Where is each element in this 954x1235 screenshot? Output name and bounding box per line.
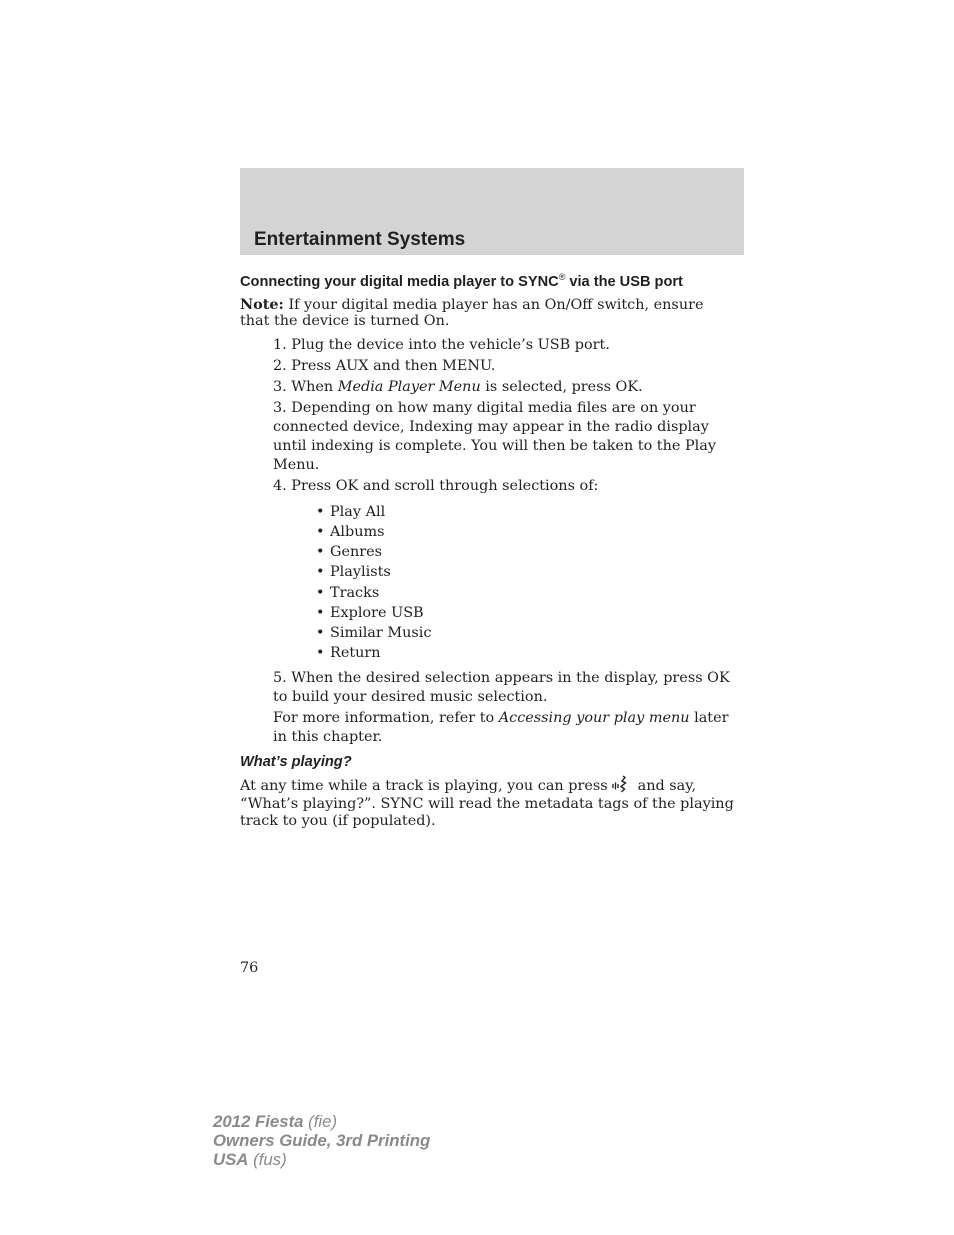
note-paragraph xyxy=(240,297,736,330)
menu-name: Media Player Menu xyxy=(337,378,481,395)
note-text: If your digital media player has an On/Off switch, ensure that the device is turned On. xyxy=(240,296,704,330)
list-item: • Tracks xyxy=(316,583,736,603)
page-number: 76 xyxy=(240,960,259,976)
selections-list xyxy=(316,502,736,664)
whats-playing-pre: At any time while a track is playing, you can press xyxy=(240,778,608,795)
footer-market-code: (fus) xyxy=(248,1150,287,1169)
step-3-post: is selected, press OK. xyxy=(480,378,643,395)
footer-model: 2012 Fiesta xyxy=(213,1112,304,1131)
step-2: 2. Press AUX and then MENU. xyxy=(273,357,496,374)
more-info xyxy=(273,709,736,747)
footer-model-code: (fie) xyxy=(303,1112,338,1131)
heading-text-1: Connecting your digital media player to SYNC xyxy=(240,273,559,290)
step-3 xyxy=(273,378,736,397)
more-info-pre: For more information, refer to xyxy=(273,710,499,727)
step-4: 4. Press OK and scroll through selections of: xyxy=(273,477,599,494)
footer-line-1 xyxy=(213,1112,430,1131)
footer-market: USA xyxy=(213,1150,249,1169)
section-header-band xyxy=(240,168,744,255)
list-item: • Similar Music xyxy=(316,623,736,643)
registered-mark: ® xyxy=(558,272,566,282)
reference-link-text: Accessing your play menu xyxy=(498,710,690,727)
step-1: 1. Plug the device into the vehicle’s USB port. xyxy=(273,336,610,353)
list-item: • Return xyxy=(316,643,736,663)
step-3b: 3. Depending on how many digital media files are on your connected device, Indexing may appear in the radio display until indexing is complete. You will then be taken to the Play Menu. xyxy=(273,399,716,473)
whats-playing-heading: What’s playing? xyxy=(240,754,352,771)
heading-text-2: via the USB port xyxy=(565,273,683,290)
list-item: • Genres xyxy=(316,542,736,562)
footer-line-2 xyxy=(213,1131,430,1150)
list-item: • Explore USB xyxy=(316,603,736,623)
list-item: • Play All xyxy=(316,502,736,522)
voice-command-icon xyxy=(612,775,628,793)
page-content xyxy=(240,268,736,831)
footer-line-3 xyxy=(213,1150,430,1169)
footer-guide: Owners Guide, 3rd Printing xyxy=(213,1131,431,1150)
whats-playing-paragraph xyxy=(240,775,736,831)
section-title: Entertainment Systems xyxy=(254,229,466,250)
subsection-heading xyxy=(240,268,736,291)
step-5: 5. When the desired selection appears in the display, press OK to build your desired music selection. xyxy=(273,670,730,706)
whats-playing-post: and say, “What’s playing?”. SYNC will read the metadata tags of the playing track to you (if populated). xyxy=(240,778,734,830)
step-3-pre: 3. When xyxy=(273,378,338,395)
steps-list xyxy=(273,336,736,748)
document-footer xyxy=(213,1112,430,1169)
list-item: • Albums xyxy=(316,522,736,542)
note-label: Note: xyxy=(240,295,284,313)
list-item: • Playlists xyxy=(316,562,736,582)
more-info-post: later in this chapter. xyxy=(273,710,729,746)
